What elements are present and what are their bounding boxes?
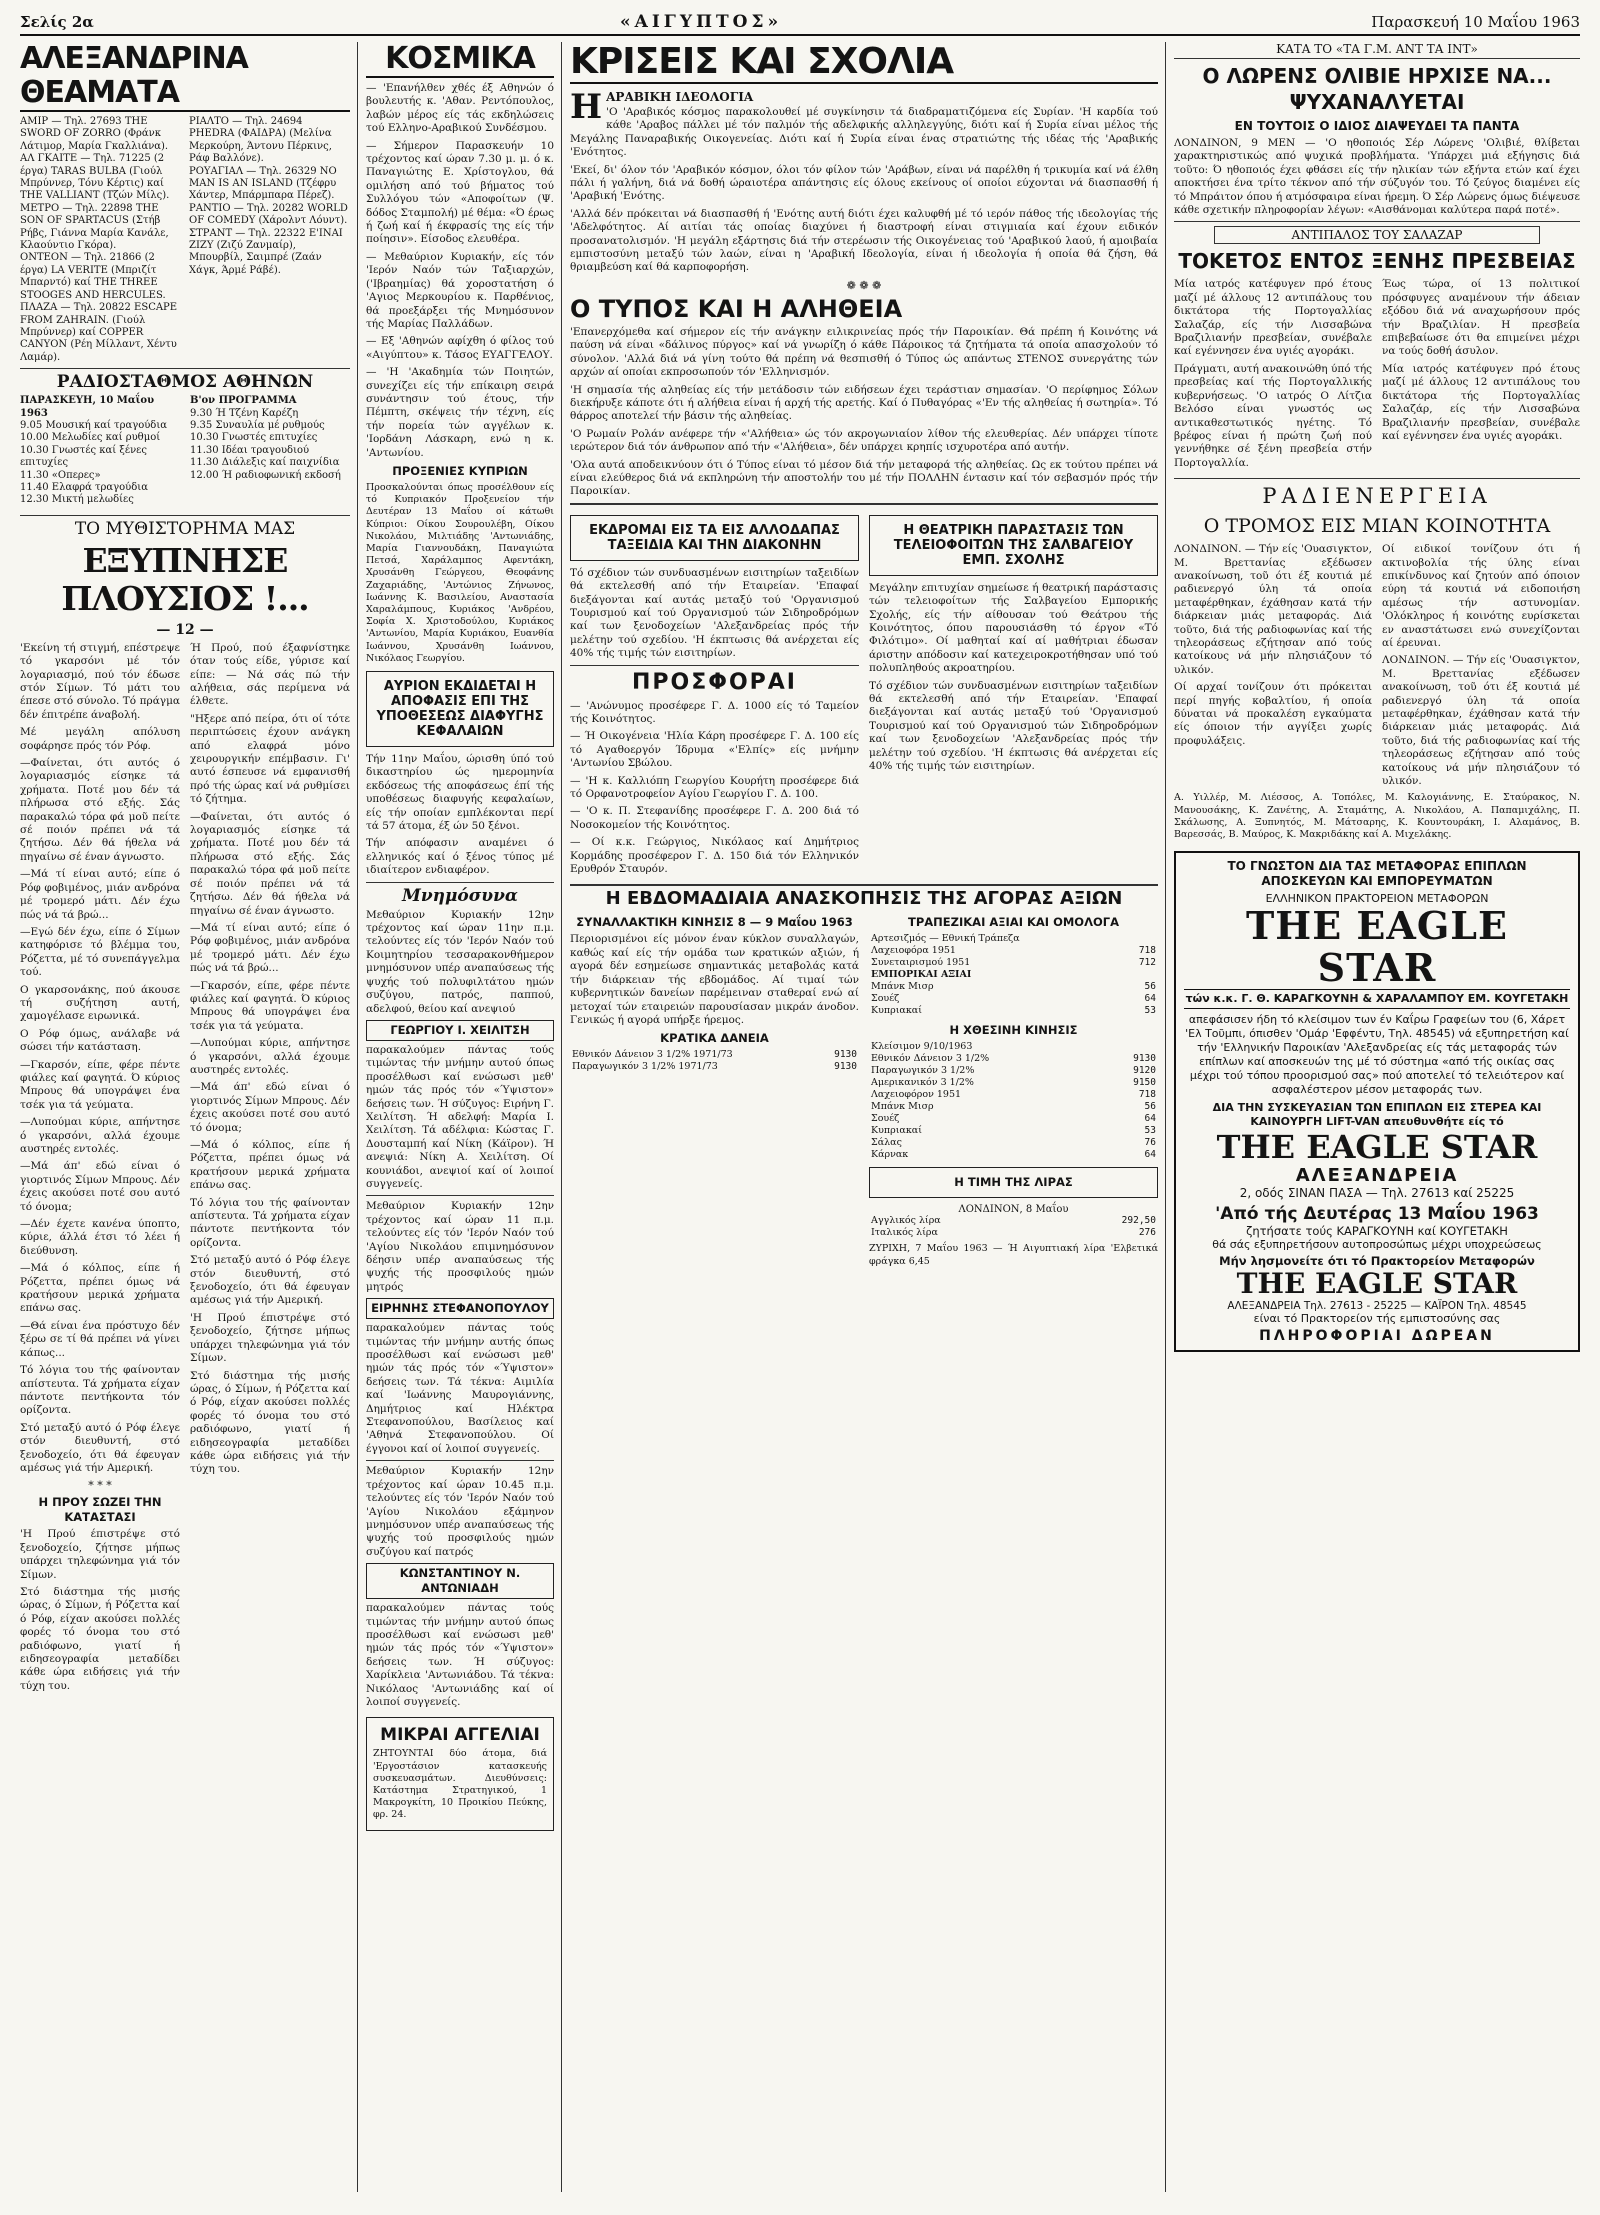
yesterday-heading: Η ΧΘΕΣΙΝΗ ΚΙΝΗΣΙΣ bbox=[949, 1023, 1078, 1038]
market-value: 9130 bbox=[834, 1049, 857, 1061]
theatres-heading: ΑΛΕΞΑΝΔΡΙΝΑ ΘΕΑΜΑΤΑ bbox=[20, 42, 350, 112]
ad-owners: τών κ.κ. Γ. Θ. ΚΑΡΑΓΚΟΥΝΗ & ΧΑΡΑΛΑΜΠΟΥ ΕΜ. ΚΟΥΓΕΤΑΚΗ bbox=[1184, 989, 1570, 1009]
theatre-entry: ΣΤΡΑΝΤ — Τηλ. 22322 Ε'ΙΝΑΙ ΖΙΖΥ (Ζιζύ Ζανμαίρ), Μπουρβίλ, Σαιμπρέ (Ζαάν Χάγκ, Άρμέ Ράβέ). bbox=[189, 227, 343, 276]
paper-name: «ΑΙΓΥΠΤΟΣ» bbox=[620, 12, 783, 32]
novel-installment: — 12 — bbox=[156, 621, 214, 638]
novel-paragraph: Ο Ρόφ όμως, ανάλαβε νά σώσει τήν κατάσταση. bbox=[20, 1027, 180, 1054]
radio-item: 10.30 Γνωστές καί ξένες επιτυχίες bbox=[20, 444, 147, 469]
novel-paragraph: —Μά ό κόλπος, είπε ή Ρόζεττα, πρέπει όμως νά κρατήσουν μερικά χρήματα επάνω σας. bbox=[190, 1139, 350, 1192]
column-social bbox=[366, 42, 554, 2192]
ad-brand-3: THE EAGLE STAR bbox=[1236, 1267, 1518, 1301]
novel-paragraph: Στό διάστημα τής μισής ώρας, ό Σίμων, ή Ρόζεττα καί ό Ρόφ, είχαν ακούσει πολλές φορές τό όνομα του στό ραδιόφωνο, γιατί ή ειδησεογραφία μεταδίδει κάθε ώρα ειδήσεις γιά τήν τύχη του. bbox=[20, 1585, 180, 1692]
offer-item: — Οί κ.κ. Γεώργιος, Νικόλαος καί Δημήτριος Κορμάδης προσέφερον Γ. Δ. 150 διά τόν Ελληνικόν Ερυθρόν Σταυρόν. bbox=[570, 836, 859, 876]
stock-value: 53 bbox=[1144, 1005, 1156, 1017]
arab-paragraph: 'Αλλά δέν πρόκειται νά διασπασθή ή 'Ενότης αυτή διότι έχει καλυφθή μέ τό ιερόν πάθος τής ιδεολογίας τής 'Αδελφότητος. Αί αιτίαι τάς οποίας διαχύνει ή διαστροφή είναι στιγμιαία καί έχουν ειδικόν προσανατολισμόν. 'Η μεγάλη εξάρτησις διά τήν στερέωσιν τής Οικογένειας τού 'Αραβικού λαού, ή αμοιβαία εμπιστοσύνη μεταξύ τών λαών, είναι η 'Αραβική Ιδεολογία, είναι ή ιδεολογία ή οποία θά ζήση, θά θριαμβεύση καί θά καρποφορήση. bbox=[570, 207, 1158, 274]
novel-paragraph: —Δέν έχετε κανένα ύποπτο, κύριε, άλλά έτσι τό λέει ή διεύθυνση. bbox=[20, 1218, 180, 1257]
excursion-text: Τό σχέδιον τών συνδυασμένων εισιτηρίων ταξειδίων θά εκτελεσθή από τήν Εταιρείαν. 'Επαφαί διεξάγονται καί αυτάς μεταξύ τού 'Οργανισμού Τουρισμού καί τού Οργανισμού τών Σιδηροδρόμων καί των ξενοδοχείων 'Αλεξανδρείας πρός τήν μελέτην τού σχεδίου. 'Η έκπτωσις θά ανέρχεται είς 40% τής τιμής τών εισιτηρίων. bbox=[570, 566, 859, 660]
yesterday-label: Παραγωγικόν 3 1/2% bbox=[871, 1065, 975, 1077]
social-item: — 'Η 'Ακαδημία τών Ποιητών, συνεχίζει είς τήν επίκαιρη σειρά συνάντησιν τού έτους, τήν Πέμπτη, σκέψεις τήν τέχνη, είς τήν πορεία τών αγγέλων κ. 'Ιορδάνη Λάσκαρη, ενώ η κ. 'Αντωνίου. bbox=[366, 366, 554, 459]
theatre-entry: ΟΝΤΕΟΝ — Τηλ. 21866 (2 έργα) LA VERITE (Μπριζίτ Μπαρντό) καί THE THREE STOOGES AND HERCULES. bbox=[20, 252, 166, 301]
ad-liftvan: ΔΙΑ ΤΗΝ ΣΥΣΚΕΥΑΣΙΑΝ ΤΩΝ ΕΠΙΠΛΩΝ ΕΙΣ ΣΤΕΡΕΑ ΚΑΙ ΚΑΙΝΟΥΡΓΗ LIFT-VAN απευθυνθήτε είς τό bbox=[1212, 1101, 1542, 1129]
yesterday-value: 56 bbox=[1144, 1101, 1156, 1113]
news-split bbox=[570, 509, 1158, 881]
market-heading: Η ΕΒΔΟΜΑΔΙΑΙΑ ΑΝΑΣΚΟΠΗΣΙΣ ΤΗΣ ΑΓΟΡΑΣ ΑΞΙΩΝ bbox=[605, 888, 1123, 910]
truth-paragraph: 'Ολα αυτά αποδεικνύουν ότι ό Τύπος είναι τό μέσον διά τήν μεταφορά τής αληθείας. Ως εκ τούτου πρέπει νά είναι ελεύθερος διά νά εκπληρώνη τήν αποστολήν του μέ τήν ΠΟΛΛΗΝ έντασιν καί τόν σεβασμόν πρός τήν Παροικίαν. bbox=[570, 458, 1158, 498]
pound-subheading: ΛΟΝΔΙΝΟΝ, 8 Μαΐου bbox=[958, 1204, 1069, 1216]
truth-heading: Ο ΤΥΠΟΣ ΚΑΙ Η ΑΛΗΘΕΙΑ bbox=[570, 294, 903, 323]
radio-item: 12.00 Ή ραδιοφωνική εκδοσή bbox=[190, 469, 341, 481]
excursion-heading: ΕΚΔΡΟΜΑΙ ΕΙΣ ΤΑ ΕΙΣ ΑΛΛΟΔΑΠΑΣ ΤΑΞΕΙΔΙΑ ΚΑΙ ΤΗΝ ΔΙΑΚΟΝΗΝ bbox=[589, 522, 840, 553]
yesterday-table bbox=[869, 1041, 1158, 1161]
offer-item: — 'Η κ. Καλλιόπη Γεωργίου Κουρήτη προσέφερε διά τό Ορφανοτροφείον Αγίου Γεωργίου Γ. Δ. 100. bbox=[570, 774, 859, 801]
yesterday-value: 64 bbox=[1144, 1149, 1156, 1161]
stock-label: Αρτεσιζμός — Εθνική Τράπεζα bbox=[871, 933, 1020, 945]
stock-value: 718 bbox=[1138, 945, 1156, 957]
column-entertainment bbox=[20, 42, 350, 2192]
ad-footer-address: ΑΛΕΞΑΝΔΡΕΙΑ Τηλ. 27613 - 25225 — ΚΑΪΡΟΝ Τηλ. 48545 bbox=[1227, 1300, 1527, 1313]
radio-heading: ΡΑΔΙΟΣΤΑΘΜΟΣ ΑΘΗΝΩΝ bbox=[56, 372, 314, 393]
stock-label: Συνεταιρισμού 1951 bbox=[871, 957, 971, 969]
novel-paragraph: —Λυπούμαι κύριε, απήντησε ό γκαρσόνι, αλλά έχουμε αυστηρές εντολές. bbox=[20, 1116, 180, 1155]
radiation-paragraph: ΛΟΝΔΙΝΟΝ. — Τήν είς 'Ουασιγκτον, Μ. Βρεττανίας εξέδωσεν ανακοίνωση, τοῦ ότι έξ κουτιά μέ ραδιενεργό ύλη τά οποία μεταφέρθηκαν, έχάθησαν κατά τήν διάρκειαν μιάς μεταφοράς. Διά τοῦτο, διά τής ραδιοφωνίας καί τής τηλεοράσεως εζήτησαν από τούς κατοίκους νά μήν πλησιάζουν τό υλικόν. bbox=[1174, 543, 1372, 676]
novel-paragraph: Στό μεταξύ αυτό ό Ρόφ έλεγε στόν διευθυντή, στό ξενοδοχείο, ότι θά έφευγαν αμέσως γιά τήν Αμερική. bbox=[20, 1421, 180, 1474]
salazar-kicker: ΑΝΤΙΠΑΛΟΣ ΤΟΥ ΣΑΛΑΖΑΡ bbox=[1214, 226, 1540, 244]
memorial-name: ΕΙΡΗΝΗΣ ΣΤΕΦΑΝΟΠΟΥΛΟΥ bbox=[366, 1298, 554, 1319]
ad-date: 'Από τής Δευτέρας 13 Μαΐου 1963 bbox=[1215, 1204, 1539, 1225]
court-text: Τήν απόφασιν αναμένει ό ελληνικός καί ό ξένος τύπος μέ ιδιαίτερον ενδιαφέρον. bbox=[366, 837, 554, 877]
stock-value bbox=[1123, 933, 1158, 945]
theatre-entry: ΡΙΑΛΤΟ — Τηλ. 24694 PHEDRA (ΦΑΙΔΡΑ) (Μελίνα Μερκούρη, Άντονυ Πέρκινς, Ράφ Βαλλόνε). bbox=[189, 116, 332, 165]
stock-value: 712 bbox=[1138, 957, 1156, 969]
eagle-star-ad bbox=[1174, 851, 1580, 1352]
proxenies-text: Προσκαλούνται όπως προσέλθουν είς τό Κυπριακόν Προξενείον τήν Δευτέραν 13 Μαΐου οί κάτωθι Κύπριοι: Οίκου Σουρουλέβη, Οίκου Νικολάου, Μιλτιάδης 'Αντωνιάδης, Μαρία Γιαννουδάκη, Παναγιώτα Πετσά, Χαράλαμπος Αφεντάκη, Χρυσάνθη Γεώργεου, Θεοφάνης Ζαχαριάδης, 'Αντώνιος Ζήνωνος, Ιωάννης Κ. Βασιλείου, Αναστασία Χαραλάμπους, Κυριάκος 'Ανδρέου, Σοφία Χ. Χριστοδούλου, Κυριάκος 'Αντωνίου, Μαρία Κυριάκου, Ευανθία Ιωάννου, Χρυσάνθη Ιωάννου, Νικόλαος Γεωργίου. bbox=[366, 481, 554, 664]
ad-ask: ζητήσατε τούς ΚΑΡΑΓΚΟΥΝΗ καί ΚΟΥΓΕΤΑΚΗ bbox=[1246, 1224, 1508, 1239]
yesterday-label: Μπάνκ Μισρ bbox=[871, 1101, 934, 1113]
novel-heading: ΤΟ ΜΥΘΙΣΤΟΡΗΜΑ ΜΑΣ bbox=[74, 518, 296, 539]
social-item: — Εξ 'Αθηνών αφίχθη ό φίλος τού «Αιγύπτου» κ. Τάσος ΕΥΑΓΓΕΛΟΥ. bbox=[366, 335, 554, 361]
salazar-paragraph: Πράγματι, αυτή ανακοινώθη ύπό τής πρεσβείας καί τής Πορτογαλλικής κυβερνήσεως. 'Ο ιατρός Ο Λίτζια Βελόσο είναι γνωστός ως αντικαθεστωτικός ηγέτης. Τό βρέφος είναι ή πρώτη ζωή πού γεννήθηκε σέ ξένη πρεσβεία στήν Πορτογαλλία. bbox=[1174, 362, 1372, 469]
yesterday-value: 9120 bbox=[1133, 1065, 1156, 1077]
ad-footer-line: είναι τό Πρακτορείον τής εμπιστοσύνης σας bbox=[1253, 1312, 1501, 1326]
novel-paragraph: —Γκαρσόν, είπε, φέρε πέντε φιάλες καί φαγητά. Ό κύριος Μπρους θά υπογράψει ένα τσέκ για τά γεύματα. bbox=[20, 1058, 180, 1111]
radio-item: 12.30 Μικτή μελωδίες bbox=[20, 494, 134, 506]
stock-value: 56 bbox=[1144, 981, 1156, 993]
radio-item: 11.30 Διάλεξις καί παιχνίδια bbox=[190, 457, 340, 469]
novel-subheading: Η ΠΡΟΥ ΣΩΖΕΙ ΤΗΝ ΚΑΤΑΣΤΑΣΙ bbox=[38, 1495, 162, 1525]
stock-label: Μπάνκ Μισρ bbox=[871, 981, 934, 993]
yesterday-label: Αμερικανικόν 3 1/2% bbox=[871, 1077, 974, 1089]
novel-paragraph: "Ηξερε από πείρα, ότι οί τότε περιπτώσεις έχουν ανάγκη από ελαφρά μόνο χειρουργικήν επέμβασιν. Γι' αυτό έσπευσε νά εμφανισθή πρό τής ώρας καί νά ρυθμίσει τό ζήτημα. bbox=[190, 712, 350, 806]
ad-ask-2: θά σάς εξυπηρετήσουν αυτοπροσώπως μέχρι υποχρεώσεως bbox=[1212, 1238, 1542, 1252]
market-text: Περιορισμένοι είς μόνον έναν κύκλον συναλλαγών, καθώς καί είς τήν ομάδα των κρατικών αξιών, ή αγορά δέν εσημείωσε σημαντικάς μεταβολάς κατά τήν διάρκειαν τής εβδομάδος. Αί τιμαί τών κυβερνητικών δανείων παρέμειναν σταθεραί ενώ αί μετοχαί τών εταιρειών παρουσίασαν μικράν άνοδον. Γενικώς ή αγορά υπήρξε ήρεμος. bbox=[570, 933, 859, 1026]
truth-paragraph: 'Ο Ρωμαίν Ρολάν ανέφερε τήν «'Αλήθεια» ώς τόν ακρογωνιαίον λίθον τής ελευθερίας. Δέν υπάρχει τίποτε ιερώτερον διά τόν άνθρωπον από τήν «'Αλήθεια», δέν υπάρχει κρηπίς ισχυροτέρα από αυτήν. bbox=[570, 427, 1158, 454]
pound-value: 292,50 bbox=[1121, 1215, 1156, 1227]
radio-item: 9.35 Συναυλία μέ ρυθμούς bbox=[190, 419, 325, 431]
radiation-paragraph: Οί ειδικοί τονίζουν ότι ή ακτινοβολία τής ύλης είναι επικίνδυνος καί ζητούν από όποιον εύρη τά κουτιά νά ειδοποιήση αμέσως τήν αστυνομίαν. 'Ολόκληρος ή κοινότης ευρίσκεται εν αναστάτωσει ενώ συνεχίζονται αί έρευναι. bbox=[1382, 543, 1580, 649]
novel-paragraph: —Μά ό κόλπος, είπε ή Ρόζεττα, πρέπει όμως νά κρατήσουν μερικά χρήματα επάνω σας. bbox=[20, 1262, 180, 1315]
salazar-paragraph: Μία ιατρός κατέφυγεν πρό έτους μαζί μέ άλλους 12 αντιπάλους του δικτάτορα τής Πορτογαλλίας Σαλαζάρ, είς τήν Λισσαβώνα Βραζιλιανήν πρεσβείαν, συνέβαλε καί εγέννησεν ένα υγιές αγοράκι. bbox=[1382, 362, 1580, 442]
theatres-listing bbox=[20, 116, 350, 364]
novel-paragraph: Στό μεταξύ αυτό ό Ρόφ έλεγε στόν διευθυντή, στό ξενοδοχείο, ότι θά έφευγαν αμέσως γιά τήν Αμερική. bbox=[190, 1254, 350, 1307]
market-label: Παραγωγικόν 3 1/2% 1971/73 bbox=[572, 1061, 718, 1073]
yesterday-value: 76 bbox=[1144, 1137, 1156, 1149]
radiation-subheading: Ο ΤΡΟΜΟΣ ΕΙΣ ΜΙΑΝ ΚΟΙΝΟΤΗΤΑ bbox=[1203, 515, 1551, 538]
radio-item: 10.00 Μελωδίες καί ρυθμοί bbox=[20, 432, 161, 444]
memorial-name: ΓΕΩΡΓΙΟΥ Ι. ΧΕΙΛΙΤΣΗ bbox=[366, 1020, 554, 1041]
market-value: 9130 bbox=[834, 1061, 857, 1073]
yesterday-label: Εθνικόν Δάνειον 3 1/2% bbox=[871, 1053, 990, 1065]
memorial-body: παρακαλούμεν πάντας τούς τιμώντας τήν μνήμην αυτού όπως προσέλθωσι καί ενώσωσι μεθ' ημών τάς πρός τόν «Ύψιστον» δεήσεις των. Ή σύζυγος: Ειρήνη Γ. Χειλίτση. Ή αδελφή: Μαρία Ι. Χειλίτση. Τά αδέλφια: Κώστας Γ. Δουσταμπή καί Νίκη (Κάϊρον). Ή ανεψιά: Νίκη Α. Χειλίτση. Οί κουνιάδοι, ανεψιοί καί οί λοιποί συγγενείς. bbox=[366, 1043, 554, 1190]
novel-paragraph: Μέ μεγάλη απόλυση σοφάρησε πρός τόν Ρόφ. bbox=[20, 726, 180, 752]
court-heading: ΑΥΡΙΟΝ ΕΚΔΙΔΕΤΑΙ Η ΑΠΟΦΑΣΙΣ ΕΠΙ ΤΗΣ ΥΠΟΘΕΣΕΩΣ ΔΙΑΦΥΓΗΣ ΚΕΦΑΛΑΙΩΝ bbox=[376, 679, 544, 740]
olivier-subheading: ΕΝ ΤΟΥΤΟΙΣ Ο ΙΔΙΟΣ ΔΙΑΨΕΥΔΕΙ ΤΑ ΠΑΝΤΑ bbox=[1234, 119, 1520, 133]
column-world-news bbox=[1174, 42, 1580, 2192]
salazar-paragraph: Μία ιατρός κατέφυγεν πρό έτους μαζί μέ άλλους 12 αντιπάλους του δικτάτορα τής Πορτογαλλίας Σαλαζάρ, είς τήν Λισσαβώνα Βραζιλιανήν πρεσβείαν, συνέβαλε καί εγέννησεν ένα υγιές αγοράκι. bbox=[1174, 278, 1372, 358]
pound-heading: Η ΤΙΜΗ ΤΗΣ ΛΙΡΑΣ bbox=[954, 1175, 1073, 1190]
novel-paragraph: —Μά τί είναι αυτό; είπε ό Ρόφ φοβιμένος, μιάν ανδρόνα μέ τρομερό μάτι. Δέν έχω πώς νά τά βρώ... bbox=[190, 921, 350, 975]
ad-footer-info: ΠΛΗΡΟΦΟΡΙΑΙ ΔΩΡΕΑΝ bbox=[1259, 1328, 1495, 1345]
novel-paragraph: —Φαίνεται, ότι αυτός ό λογαριασμός είσηκε τά χρήματα. Ποτέ μου δέν τά πλήρωσα στό εξής. Σάς παρακαλώ τόρα φά μοῦ πείτε σέ ποιόν πρέπει νά τά ζητήσω. Δέν θά ήθελα νά πηγαίνω σέ έναν άγνωστο. bbox=[190, 810, 350, 917]
salazar-body bbox=[1174, 278, 1580, 474]
ad-intro: ΤΟ ΓΝΩΣΤΟΝ ΔΙΑ ΤΑΣ ΜΕΤΑΦΟΡΑΣ ΕΠΙΠΛΩΝ ΑΠΟΣΚΕΥΩΝ ΚΑΙ ΕΜΠΟΡΕΥΜΑΤΩΝ bbox=[1227, 859, 1527, 889]
radio-item: 10.30 Γνωστές επιτυχίες bbox=[190, 432, 318, 444]
memorial-intro: Μεθαύριον Κυριακήν 12ην τρέχοντος καί ώραν 10.45 π.μ. τελούντες είς τόν 'Ιερόν Ναόν τού 'Αγίου Νικολάου εξάμηνον μνημόσυνον υπέρ αναπαύσεως τής ψυχής τού προσφιλούς ημών συζύγου καί πατρός bbox=[366, 1465, 554, 1558]
commentary-heading: ΚΡΙΣΕΙΣ ΚΑΙ ΣΧΟΛΙΑ bbox=[570, 42, 1158, 84]
ad-warning: Μήν λησμονείτε ότι τό Πρακτορείον Μεταφορών bbox=[1219, 1254, 1535, 1269]
radiation-paragraph: Οί αρχαί τονίζουν ότι πρόκειται περί πηγής κοβαλτίου, ή οποία δύναται νά προκαλέση εγκαύματα είς όποιον τήν αγγίξει χωρίς προφυλάξεις. bbox=[1174, 681, 1372, 747]
stock-label: ΕΜΠΟΡΙΚΑΙ ΑΞΙΑΙ bbox=[871, 969, 972, 981]
offers-heading: ΠΡΟΣΦΟΡΑΙ bbox=[631, 669, 797, 695]
radio-item: 9.05 Μουσική καί τραγούδια bbox=[20, 419, 167, 431]
truth-paragraph: 'Επανερχόμεθα καί σήμερον είς τήν ανάγκην ειλικρινείας πρός τήν Παροικίαν. Θά πρέπη ή Κοινότης νά παύση νά είναι «δάλινος πύργος» καί νά γνωρίζη ό κάθε Πάροικος τά ζητήματα τά οποία απασχολούν τό σύνολον. 'Αλλά διά νά γίνη τούτο θά πρέπη νά θεσπισθή ό Τύπος ώς απάντως ΣΤΕΝΟΣ συνεργάτης τών αρχών αί οποίαι εκπροσωπούν τόν 'Ελληνισμόν. bbox=[570, 325, 1158, 379]
memorial-heading: Μνημόσυνα bbox=[402, 885, 518, 906]
radio-item: 9.30 Ή Τζένη Καρέζη bbox=[190, 407, 299, 419]
stock-label: Σουέζ bbox=[871, 993, 900, 1005]
theatre-box bbox=[869, 515, 1158, 576]
novel-paragraph: —Μά τί είναι αυτό; είπε ό Ρόφ φοβιμένος, μιάν ανδρόνα μέ τρομερό μάτι. Δέν έχω πώς νά τά βρώ... bbox=[20, 868, 180, 921]
arab-subheading: ΑΡΑΒΙΚΗ ΙΔΕΟΛΟΓΙΑ bbox=[606, 90, 754, 104]
radio-date: ΠΑΡΑΣΚΕΥΗ, 10 Μαΐου 1963 bbox=[20, 395, 155, 419]
classifieds-box bbox=[366, 1717, 554, 1830]
novel-paragraph: —Εγώ δέν έχω, είπε ό Σίμων κατηφόρισε τό βλέμμα του, Ρόζεττα, μέ τό συνεπάγγελμα τού. bbox=[20, 925, 180, 979]
yesterday-value: 64 bbox=[1144, 1113, 1156, 1125]
novel-paragraph: —Θά είναι ένα πρόστυχο δέν ξέρω σε τί θά πρέπει νά γίνει κάπως... bbox=[20, 1319, 180, 1359]
arab-paragraph: 'Ο 'Αραβικός κόσμος παρακολουθεί μέ συγκίνησιν τά διαδραματιζόμενα είς Συρίαν. 'Η καρδία τού κάθε 'Αραβος πάλλει μέ τόν παλμόν τής αδελφικής αλληλεγγύης, διότι καί ή Συρία είναι μέλος τής Μεγάλης Παναραβικής Οικογενείας. Διότι καί ή Συρία είναι ένας στρατιώτης τής ιδέας τής 'Αραβικής 'Ενότητος. bbox=[570, 106, 1158, 159]
theatre-entry: ΜΕΤΡΟ — Τηλ. 22898 THE SON OF SPARTACUS (Στήβ Ρήβς, Γιάννα Μαρία Κανάλε, Κλαούντιο Γκόρα). bbox=[20, 202, 169, 252]
truth-paragraph: 'Η σημασία τής αληθείας είς τήν μετάδοσιν τών ειδήσεων έχει τεράστιαν σημασίαν. 'Ο περίφημος Σόλων διεκήρυξε κάποτε ότι ή αλήθεια είναι ή αρχή τής αρετής. Καί ό Πυθαγόρας «'Εν τής αληθείας ή σωτηρία». Τό θάρρος αποτελεί τήν βάσιν τής αληθείας. bbox=[570, 383, 1158, 423]
novel-paragraph: 'Η Πρού έπιστρέψε στό ξενοδοχείο, ζήτησε μήπως υπάρχει τηλεφώνημα γιά τόν Σίμων. bbox=[190, 1311, 350, 1365]
theatre-entry: ΡΟΥΑΓΙΑΛ — Τηλ. 26329 NO MAN IS AN ISLAND (Τζέφρυ Χάντερ, Μπάρμπαρα Πέρεζ). bbox=[189, 165, 337, 202]
radio-item: 11.30 «Οπερες» bbox=[20, 469, 101, 481]
novel-paragraph: 'Η Πρού έπιστρέψε στό ξενοδοχείο, ζήτησε μήπως υπάρχει τηλεφώνημα γιά τόν Σίμων. bbox=[20, 1528, 180, 1581]
yesterday-value: 718 bbox=[1138, 1089, 1156, 1101]
offer-item: — Ή Οικογένεια 'Ηλία Κάρη προσέφερε Γ. Δ. 100 είς τό Αγαθοεργόν Ίδρυμα «'Ελπίς» είς μνήμην 'Αντωνίου Σβώλου. bbox=[570, 730, 859, 770]
ad-city: ΑΛΕΞΑΝΔΡΕΙΑ bbox=[1295, 1165, 1459, 1187]
yesterday-label: Λαχειοφόρον 1951 bbox=[871, 1089, 962, 1101]
market-section bbox=[570, 912, 1158, 1271]
yesterday-label: Κυπριακαί bbox=[871, 1125, 922, 1137]
memorial-body: παρακαλούμεν πάντας τούς τιμώντας τήν μνήμην αυτής όπως προσέλθωσι καί ενώσωσι μεθ' ημών τάς πρός τόν «Ύψιστον» δεήσεις των. Τά τέκνα: Αιμιλία καί 'Ιωάννης Μαυρογιάννης, Δημήτριος καί Ηλέκτρα Στεφανοπούλου, Βασίλειος καί 'Αθηνά Στεφανοπούλου. Οί έγγονοι καί οί λοιποί συγγενείς. bbox=[366, 1322, 554, 1455]
excursion-box bbox=[570, 515, 859, 561]
radiation-heading: ΡΑΔΙΕΝΕΡΓΕΙΑ bbox=[1262, 484, 1492, 509]
market-label: Εθνικόν Δάνειον 3 1/2% 1971/73 bbox=[572, 1049, 733, 1061]
memorial-intro: Μεθαύριον Κυριακήν 12ην τρέχοντος καί ώραν 11 π.μ. τελούντες είς τόν 'Ιερόν Ναόν τού 'Αγίου Νικολάου επιμνημόσυνον δέησιν υπέρ αναπαύσεως τής ψυχής τής προσφιλούς ημών μητρός bbox=[366, 1200, 554, 1293]
court-text: Τήν 11ην Μαΐου, ώρισθη ύπό τού δικαστηρίου ώς ημερομηνία εκδόσεως τής αποφάσεως έπί τής υποθέσεως διαφυγής κεφαλαίων, είς τήν οποίαν εμπλέκονται περί τά 57 άτομα, έξ ών 50 ξένοι. bbox=[366, 753, 554, 833]
yesterday-value: 53 bbox=[1144, 1125, 1156, 1137]
offer-item: — 'Ο κ. Π. Στεφανίδης προσέφερε Γ. Δ. 200 διά τό Νοσοκομείον τής Κοινότητος. bbox=[570, 805, 859, 831]
theatre-text: Τό σχέδιον τών συνδυασμένων εισιτηρίων ταξειδίων θά εκτελεσθή από τήν Εταιρείαν. 'Επαφαί διεξάγονται καί αυτάς μεταξύ τού 'Οργανισμού Τουρισμού καί τού Οργανισμού τών Σιδηροδρόμων καί των ξενοδοχείων 'Αλεξανδρείας πρός τήν μελέτην τού σχεδίου. 'Η έκπτωσις θά ανέρχεται είς 40% τής τιμής τών εισιτηρίων. bbox=[869, 679, 1158, 773]
olivier-heading: Ο ΛΩΡΕΝΣ ΟΛΙΒΙΕ ΗΡΧΙΣΕ ΝΑ... ΨΥΧΑΝΑΛΥΕΤΑΙ bbox=[1202, 64, 1552, 114]
bank-stocks-heading: ΤΡΑΠΕΖΙΚΑΙ ΑΞΙΑΙ ΚΑΙ ΟΜΟΛΟΓΑ bbox=[908, 915, 1119, 930]
classified-ad: ΖΗΤΟΥΝΤΑΙ δύο άτομα, διά 'Εργοστάσιον κατασκευής συσκευασμάτων. Διευθύνσεις: Κατάστημα Στρατηγικού, 1 Μακρογκίτη, 10 Προικίου Πεύκης, φρ. 24. bbox=[373, 1748, 547, 1821]
yesterday-label: Κλείσιμον 9/10/1963 bbox=[871, 1041, 973, 1053]
yesterday-label: Σάλας bbox=[871, 1137, 902, 1149]
novel-paragraph: —Μά άπ' εδώ είναι ό γιορτινός Σίμων Μπρους. Δέν έχεις ακούσει ποτέ σου αυτό τό όνομα; bbox=[190, 1081, 350, 1134]
theatre-entry: ΑΜΙΡ — Τηλ. 27693 THE SWORD OF ZORRO (Φράνκ Λάτιμορ, Μαρία Γκαλλιάνα). bbox=[20, 116, 169, 152]
column-rule bbox=[561, 42, 562, 2192]
novel-paragraph: —Μά άπ' εδώ είναι ό γιορτινός Σίμων Μπρους. Δέν έχεις ακούσει ποτέ σου αυτό τό όνομα; bbox=[20, 1160, 180, 1213]
arab-paragraph: 'Εκεί, δι' όλον τόν 'Αραβικόν κόσμον, όλοι τόν φίλον τών 'Αράβων, είναι νά παρέλθη ή τρικυμία καί νά έλθη πάλι ή γαλήνη, διά νά δοθή ώραιοτέρα απάντησις είς όλους εκείνους οί οποίοι εύχονται νά διασπασθή ή 'Αραβική 'Ενότης. bbox=[570, 163, 1158, 203]
yesterday-value bbox=[1106, 1041, 1158, 1053]
market-table bbox=[570, 1049, 859, 1073]
masthead bbox=[20, 10, 1580, 36]
novel-paragraph: —Γκαρσόν, είπε, φέρε πέντε φιάλες καί φαγητά. Ό κύριος Μπρους θά υπογράψει ένα τσέκ για τά γεύματα. bbox=[190, 979, 350, 1032]
novel-paragraph: Τό λόγια του τής φαίνονταν απίστευτα. Τά χρήματα είχαν πάντοτε πεντήκοντα τόν ορίζοντα. bbox=[20, 1364, 180, 1417]
pound-table bbox=[869, 1215, 1158, 1239]
theatre-text: Μεγάλην επιτυχίαν σημείωσε ή θεατρική παράστασις τών τελειοφοίτων τής Σαλβαγείου Εμπορικής Σχολής, είς τήν αίθουσαν τού Θεάτρου τής Κοινότητος, όπου παρουσιάσθη τό έργον «Τό Φιλότιμο». Οί μαθηταί καί αί μαθήτριαι έδωσαν άριστην απόδοσιν καί κατεχειροκροτήθησαν υπό τού πολυπληθούς ακροατηρίου. bbox=[869, 581, 1158, 675]
offer-item: — 'Ανώνυμος προσέφερε Γ. Δ. 1000 είς τό Ταμείον τής Κοινότητος. bbox=[570, 699, 859, 725]
proxenies-heading: ΠΡΟΞΕΝΙΕΣ ΚΥΠΡΙΩΝ bbox=[392, 463, 528, 478]
theatre-heading: Η ΘΕΑΤΡΙΚΗ ΠΑΡΑΣΤΑΣΙΣ ΤΩΝ ΤΕΛΕΙΟΦΟΙΤΩΝ ΤΗΣ ΣΑΛΒΑΓΕΙΟΥ ΕΜΠ. ΣΧΟΛΗΣ bbox=[893, 522, 1134, 568]
stock-label: Κυπριακαί bbox=[871, 1005, 922, 1017]
novel-paragraph: Ή Πρού, πού έξαφνίστηκε όταν τούς είδε, γύρισε καί είπε: — Νά σάς πώ τήν αλήθεια, σάς περίμενα νά έλθετε. bbox=[190, 641, 350, 708]
pound-value: 276 bbox=[1138, 1227, 1156, 1239]
stock-value bbox=[1123, 969, 1158, 981]
yesterday-value: 9150 bbox=[1133, 1077, 1156, 1089]
novel-paragraph: Στό διάστημα τής μισής ώρας, ό Σίμων, ή Ρόζεττα καί ό Ρόφ, είχαν ακούσει πολλές φορές τό όνομα του στό ραδιόφωνο, γιατί ή ειδησεογραφία μεταδίδει κάθε ώρα ειδήσεις γιά τήν τύχη του. bbox=[190, 1369, 350, 1476]
pound-label: Ιταλικός λίρα bbox=[871, 1227, 938, 1239]
memorial-name: ΚΩΝΣΤΑΝΤΙΝΟΥ Ν. ΑΝΤΩΝΙΑΔΗ bbox=[366, 1563, 554, 1599]
theatre-entry: ΡΑΝΤΙΟ — Τηλ. 20282 WORLD OF COMEDY (Χάρολντ Λόυντ). bbox=[189, 202, 348, 227]
column-rule bbox=[1165, 42, 1166, 2192]
memorial-intro: Μεθαύριον Κυριακήν 12ην τρέχοντος καί ώραν 11ην π.μ. τελούντες είς τόν 'Ιερόν Ναόν τού Κοιμητηρίου τεσσαρακονθήμερον μνημόσυνον υπέρ αναπαύσεως τής ψυχής τού πολυφιλτάτου ημών συζύγου, πατρός, παππού, αδελφού, θείου καί ανεψιού bbox=[366, 908, 554, 1015]
social-item: — Μεθαύριον Κυριακήν, είς τόν 'Ιερόν Ναόν τών Ταξιαρχών, ('Ιβραημίας) θά χοροστατήση ό 'Αγιος Μερκουρίου κ. Παρθένιος, θά προεξάρξει τής Μνημόσυνον τής Μαρίας Παλλάδων. bbox=[366, 250, 554, 330]
memorial-body: παρακαλούμεν πάντας τούς τιμώντας τήν μνήμην αυτού όπως προσέλθωσι καί ενώσωσι μεθ' ημών τάς πρός τόν «Ύψιστον» δεήσεις των. Ή σύζυγος: Χαρίκλεια 'Αντωνιάδου. Τά τέκνα: Νικόλαος 'Αντωνιάδης καί οί λοιποί συγγενείς. bbox=[366, 1602, 554, 1708]
stock-label: Λαχειοφόρα 1951 bbox=[871, 945, 956, 957]
novel-paragraph: 'Εκείνη τή στιγμή, επέστρεψε τό γκαρσόνι μέ τόν λογαριασμό, πού τόν έδωσε στόν Σίμων. Τό μάτι του έπεσε στό σύνολο. Τό πράγμα δέν έπιτρέπε άναβολή. bbox=[20, 641, 180, 721]
social-heading: ΚΟΣΜΙΚΑ bbox=[366, 42, 554, 78]
salazar-paragraph: Έως τώρα, οί 13 πολιτικοί πρόσφυγες αναμένουν τήν άδειαν εξόδου διά νά αναχωρήσουν πρός τήν Βραζιλίαν. Η πρεσβεία επιβεβαίωσε ότι θα επιμείνει μέχρι να τούς δοθή άσυλον. bbox=[1382, 278, 1580, 358]
pound-label: Αγγλικός λίρα bbox=[871, 1215, 941, 1227]
novel-body: 'Εκείνη τή στιγμή, επέστρεψε τό γκαρσόνι μέ τόν λογαριασμό, πού τόν έδωσε στόν Σίμων. Τό μάτι του έπεσε στό σύνολο. Τό πράγμα δέν έπιτρέπε άναβολή. Μέ μεγάλη απόλυση σοφάρησε πρός τόν Ρόφ. —Φαίνεται, ότι αυτός ό λογαριασμός είσηκε τά χρήματα. Ποτέ μου δέν τά πλήρωσα στό εξής. Σάς παρακαλώ τόρα φά μοῦ πείτε σέ ποιόν πρέπει νά τά ζητήσω. Δέν θά ήθελα νά πηγαίνω σέ έναν άγνωστο. —Μά τί είναι αυτό; είπε ό Ρόφ φοβιμένος, μιάν ανδρόνα μέ τρομερό μάτι. Δέν έχω πώς νά τά βρώ... —Εγώ δέν έχω, είπε ό Σίμων κατηφόρισε τό βλέμμα του, Ρόζεττα, μέ τό συνεπάγγελμα τού. Ο γκαρσονάκης, πού άκουσε τή συζήτηση αυτή, χαμογέλασε ειρωνικά. Ο Ρόφ όμως, ανάλαβε νά σώσει τήν κατάσταση. —Γκαρσόν, είπε, φέρε πέντε φιάλες καί φαγητά. Ό κύριος Μπρους θά υπογράψει ένα τσέκ για τά γεύματα. —Λυπούμαι κύριε, απήντησε ό γκαρσόνι, αλλά έχουμε αυστηρές εντολές. —Μά άπ' εδώ είναι ό γιορτινός Σίμων Μπρους. Δέν έχεις ακούσει ποτέ σου αυτό τό όνομα; —Δέν έχετε κανένα ύποπτο, κύριε, άλλά έτσι τό λέει ή διεύθυνση. —Μά ό κόλπος, είπε ή Ρόζεττα, πρέπει όμως νά κρατήσουν μερικά χρήματα επάνω σας. —Θά είναι ένα πρόστυχο δέν ξέρω σε τί θά πρέπει νά γίνει κάπως... Τό λόγια του τής φαίνονταν απίστευτα. Τά χρήματα είχαν πάντοτε πεντήκοντα τόν ορίζοντα. Στό μεταξύ αυτό ό Ρόφ έλεγε στόν διευθυντή, στό ξενοδοχείο, ότι θά έφευγαν αμέσως γιά τήν Αμερική. * * * Η ΠΡΟΥ ΣΩΖΕΙ ΤΗΝ ΚΑΤΑΣΤΑΣΙ 'Η Πρού έπιστρέψε στό ξενοδοχείο, ζήτησε μήπως υπάρχει τηλεφώνημα γιά τόν Σίμων. Στό διάστημα τής μισής ώρας, ό Σίμων, ή Ρόζεττα καί ό Ρόφ, είχαν ακούσει πολλές φορές τό όνομα του στό ραδιόφωνο, γιατί ή ειδησεογραφία μεταδίδει κάθε ώρα ειδήσεις γιά τήν τύχη του. Ή Πρού, πού έξαφνίστηκε όταν τούς είδε, γύρισε καί είπε: — Νά σάς πώ τήν αλήθεια, σάς περίμενα νά έλθετε. "Ηξερε από πείρα, ότι οί τότε περιπτώσεις έχουν ανάγκη από ελαφρά μόνο χειρουργικήν επέμβασιν. Γι' αυτό έσπευσε νά εμφανισθή πρό τής ώρας καί νά ρυθμίσει τό ζήτημα. —Φαίνεται, ότι αυτός ό λογαριασμός είσηκε τά χρήματα. Ποτέ μου δέν τά πλήρωσα στό εξής. Σάς παρακαλώ τόρα φά μοῦ πείτε σέ ποιόν πρέπει νά τά ζητήσω. Δέν θά ήθελα νά πηγαίνω σέ έναν άγνωστο. —Μά τί είναι αυτό; είπε ό Ρόφ φοβιμένος, μιάν ανδρόνα μέ τρομερό μάτι. Δέν έχω πώς νά τά βρώ... —Γκαρσόν, είπε, φέρε πέντε φιάλες καί φαγητά. Ό κύριος Μπρους θά υπογράψει ένα τσέκ για τά γεύματα. —Λυπούμαι κύριε, απήντησε ό γκαρσόνι, αλλά έχουμε αυστηρές εντολές. —Μά άπ' εδώ είναι ό γιορτινός Σίμων Μπρους. Δέν έχεις ακούσει ποτέ σου αυτό τό όνομα; —Μά ό κόλπος, είπε ή Ρόζεττα, πρέπει όμως νά κρατήσουν μερικά χρήματα επάνω σας. Τό λόγια του τής φαίνονταν απίστευτα. Τά χρήματα είχαν πάντοτε πεντήκοντα τόν ορίζοντα. Στό μεταξύ αυτό ό Ρόφ έλεγε στόν διευθυντή, στό ξενοδοχείο, ότι θά έφευγαν αμέσως γιά τήν Αμερική. 'Η Πρού έπιστρέψε στό ξενοδοχείο, ζήτησε μήπως υπάρχει τηλεφώνημα γιά τόν Σίμων. Στό διάστημα τής μισής ώρας, ό Σίμων, ή Ρόζεττα καί ό Ρόφ, είχαν ακούσει πολλές φορές τό όνομα του στό ραδιόφωνο, γιατί ή ειδησεογραφία μεταδίδει κάθε ώρα ειδήσεις γιά τήν τύχη του. bbox=[20, 641, 350, 1692]
social-item: — Σήμερον Παρασκευήν 10 τρέχοντος καί ώραν 7.30 μ. μ. ό κ. Παναγιώτης Ε. Χρίστογλου, θά ομιλήση από τού βήματος τού Συλλόγου τών «Αποφοίτων (Ψ. δόδος Σταμπολή) μέ θέμα: «Ό έρως ή ζωή καί ή έκφρασίς της είς τήν ποίησιν». Είσοδος ελευθέρα. bbox=[366, 139, 554, 246]
yesterday-label: Σουέζ bbox=[871, 1113, 900, 1125]
ad-body: απεφάσισεν ήδη τό κλείσιμον των έν Καΐρω Γραφείων του (6, Χάρετ 'Ελ Τοῦμπι, όπισθεν 'Ομάρ 'Εφφέντυ, Τηλ. 48545) νά εξυπηρετήση καί τήν 'Ελληνικήν Παροικίαν 'Αλεξανδρείας είς τάς μεταφοράς τών επίπλων καί αποσκευών της μέ τό σύστημα «από τής οικίας σας μέχρι τού τόπου προορισμού σας» πού αποτελεί τό τελειότερον καί ασφαλέστερον μέσον μεταφοράς των. bbox=[1185, 1013, 1569, 1097]
pound-footer: ΖΥΡΙΧΗ, 7 Μαΐου 1963 — Ή Αιγυπτιακή λίρα 'Ελβετικά φράγκα 6,45 bbox=[869, 1243, 1158, 1267]
novel-title: ΕΞΥΠΝΗΣΕ ΠΛΟΥΣΙΟΣ !... bbox=[61, 540, 309, 618]
salazar-heading: ΤΟΚΕΤΟΣ ΕΝΤΟΣ ΞΕΝΗΣ ΠΡΕΣΒΕΙΑΣ bbox=[1178, 249, 1576, 274]
novel-paragraph: —Λυπούμαι κύριε, απήντησε ό γκαρσόνι, αλλά έχουμε αυστηρές εντολές. bbox=[190, 1037, 350, 1076]
radiation-paragraph: ΛΟΝΔΙΝΟΝ. — Τήν είς 'Ουασιγκτον, Μ. Βρεττανίας εξέδωσεν ανακοίνωση, τοῦ ότι έξ κουτιά μέ ραδιενεργό ύλη τά οποία μεταφέρθηκαν, έχάθησαν κατά τήν διάρκειαν μιάς μεταφοράς. Διά τοῦτο, διά τής ραδιοφωνίας καί τής τηλεοράσεως εζήτησαν από τούς κατοίκους νά μήν πλησιάζουν τό υλικόν. bbox=[1382, 654, 1580, 788]
social-item: — 'Επανήλθεν χθές έξ Αθηνών ό βουλευτής κ. 'Αθαν. Ρεντόπουλος, λαβών μέρος είς τάς εκδηλώσεις τού Ελληνο-Αραβικού Συνδέσμου. bbox=[366, 82, 554, 135]
theatre-entry: ΑΛ ΓΚΑΙΤΕ — Τηλ. 71225 (2 έργα) TARAS BULBA (Γιούλ Μπρύννερ, Τόνυ Κέρτις) καί THE VALLIANT (Τζών Μίλς). bbox=[20, 153, 170, 202]
column-rule bbox=[357, 42, 358, 2192]
market-subheading: ΣΥΝΑΛΛΑΚΤΙΚΗ ΚΙΝΗΣΙΣ 8 — 9 Μαΐου 1963 bbox=[576, 915, 853, 930]
stock-value: 64 bbox=[1144, 993, 1156, 1005]
yesterday-label: Κάρνακ bbox=[871, 1149, 909, 1161]
radiation-names: Α. Υιλλέρ, Μ. Λιέσσος, Α. Τοπόλες, Μ. Καλογιάννης, Ε. Σταύρακος, Ν. Μανουσάκης, Κ. Ζανέτης, Α. Σταμάτης, Α. Νικολάου, Α. Παπαμιχάλης, Π. Σκάλωσης, Α. Ξυπνητός, Μ. Μάτσαρης, Κ. Κουντουράκη, Ι. Αλαμάνος, Β. Βαρεσσάς, Β. Μαύρος, Κ. Μακριδάκης καί Α. Μιχελάκης. bbox=[1174, 792, 1580, 841]
olivier-kicker: ΚΑΤΑ ΤΟ «ΤΑ Γ.Μ. ΑΝΤ ΤΑ ΙΝΤ» bbox=[1174, 42, 1580, 59]
bank-stocks-table bbox=[869, 933, 1158, 1017]
column-commentary: ΚΡΙΣΕΙΣ ΚΑΙ ΣΧΟΛΙΑ Η ΑΡΑΒΙΚΗ ΙΔΕΟΛΟΓΙΑ 'Ο 'Αραβικός κόσμος παρακολουθεί μέ συγκίνησιν τά διαδραματιζόμενα είς Συρίαν. 'Η καρδία τού κάθε 'Αραβος πάλλει μέ τόν παλμόν τής αδελφικής αλληλεγγύης, διότι καί ή Συρία είναι μέλος τής Μεγάλης Παναραβικής Οικογενείας. Διότι καί ή Συρία είναι ένας στρατιώτης τής ιδέας τής 'Αραβικής 'Ενότητος. 'Εκεί, δι' όλον τόν 'Αραβικόν κόσμον, όλοι τόν φίλον τών 'Αράβων, είναι νά παρέλθη ή τρικυμία καί νά έλθη πάλι ή γαλήνη, διά νά δοθή ώραιοτέρα απάντησις είς όλους εκείνους οί οποίοι εύχονται νά διασπασθή ή 'Αραβική 'Ενότης. 'Αλλά δέν πρόκειται νά διασπασθή ή 'Ενότης αυτή διότι έχει καλυφθή μέ τό ιερόν πάθος τής ιδεολογίας τής 'Αδελφότητος. Αί αιτίαι τάς οποίας διαχύνει ή διαστροφή είναι στιγμιαία καί έχουν ειδικόν προσανατολισμόν. 'Η μεγάλη εξάρτησις διά τήν στερέωσιν τής Οικογένειας τού 'Αραβικού λαού, ή αμοιβαία εμπιστοσύνη μεταξύ τών λαών, είναι η 'Αραβική Ιδεολογία, είναι ή ιδεολογία ή οποία θά ζήση, θά θριαμβεύση καί θά καρποφορήση. ❁ ❁ ❁ Ο ΤΥΠΟΣ ΚΑΙ Η ΑΛΗΘΕΙΑ 'Επανερχόμεθα καί σήμερον είς τήν ανάγκην ειλικρινείας πρός τήν Παροικίαν. Θά πρέπη ή Κοινότης νά παύση νά είναι «δάλινος πύργος» καί νά γνωρίζη ό κάθε Πάροικος τά ζητήματα τά οποία απασχολούν τό σύνολον. 'Αλλά διά νά γίνη τούτο θά πρέπη νά θεσπισθή ό Τύπος ώς απάντως ΣΤΕΝΟΣ συνεργάτης τών αρχών αί οποίαι εκπροσωπούν τόν 'Ελληνισμόν. 'Η σημασία τής αληθείας είς τήν μετάδοσιν τών ειδήσεων έχει τεράστιαν σημασίαν. 'Ο περίφημος Σόλων διεκήρυξε κάποτε ότι ή αλήθεια είναι ή αρχή τής αρετής. Καί ό Πυθαγόρας «'Εν τής αληθείας ή σωτηρία». Τό θάρρος αποτελεί τήν βάσιν τής αληθείας. 'Ο Ρωμαίν Ρολάν ανέφερε τήν «'Αλήθεια» ώς τόν ακρογωνιαίον λίθον τής ελευθερίας. Δέν υπάρχει τίποτε ιερώτερον διά τόν άνθρωπον από τήν «'Αλήθεια», δέν υπάρχει κρηπίς ισχυροτέρα από αυτήν. 'Ολα αυτά αποδεικνύουν ότι ό Τύπος είναι τό μέσον διά τήν μεταφορά τής αληθείας. Ως εκ τούτου πρέπει νά είναι ελεύθερος διά νά εκπληρώνη τήν αποστολήν του μέ τήν ΠΟΛΛΗΝ έντασιν καί τόν σεβασμόν πρός τήν Παροικίαν. ΕΚΔΡΟΜΑΙ ΕΙΣ ΤΑ ΕΙΣ ΑΛΛΟΔΑΠΑΣ ΤΑΞΕΙΔΙΑ ΚΑΙ ΤΗΝ ΔΙΑΚΟΝΗΝ Τό σχέδιον τών συνδυασμένων εισιτηρίων ταξειδίων θά εκτελεσθή από τήν Εταιρείαν. 'Επαφαί διεξάγονται καί αυτάς μεταξύ τού 'Οργανισμού Τουρισμού καί τού Οργανισμού τών Σιδηροδρόμων καί των ξενοδοχείων 'Αλεξανδρείας πρός τήν μελέτην τού σχεδίου. 'Η έκπτωσις θά ανέρχεται είς 40% τής τιμής τών εισιτηρίων. ΠΡΟΣΦΟΡΑΙ — 'Ανώνυμος προσέφερε Γ. Δ. 1000 είς τό Ταμείον τής Κοινότητος. — Ή Οικογένεια 'Ηλία Κάρη προσέφερε Γ. Δ. 100 είς τό Αγαθοεργόν Ίδρυμα «'Ελπίς» είς μνήμην 'Αντωνίου Σβώλου. — 'Η κ. Καλλιόπη Γεωργίου Κουρήτη προσέφερε διά τό Ορφανοτροφείον Αγίου Γεωργίου Γ. Δ. 100. — 'Ο κ. Π. Στεφανίδης προσέφερε Γ. Δ. 200 διά τό Νοσοκομείον τής Κοινότητος. — Οί κ.κ. Γεώργιος, Νικόλαος καί Δημήτριος Κορμάδης προσέφερον Γ. Δ. 150 διά τόν Ελληνικόν Ερυθρόν Σταυρόν. Η ΘΕΑΤΡΙΚΗ ΠΑΡΑΣΤΑΣΙΣ ΤΩΝ ΤΕΛΕΙΟΦΟΙΤΩΝ ΤΗΣ ΣΑΛΒΑΓΕΙΟΥ ΕΜΠ. ΣΧΟΛΗΣ Μεγάλην επιτυχίαν σημείωσε ή θεατρική παράστασις τών τελειοφοίτων τής Σαλβαγείου Εμπορικής Σχολής, είς τήν αίθουσαν τού Θεάτρου τής Κοινότητος, όπου παρουσιάσθη τό έργον «Τό Φιλότιμο». Οί μαθηταί καί αί μαθήτριαι έδωσαν άριστην απόδοσιν καί κατεχειροκροτήθησαν υπό τού πολυπληθούς ακροατηρίου. Τό σχέδιον τών συνδυασμένων εισιτηρίων ταξειδίων θά εκτελεσθή από τήν Εταιρείαν. 'Επαφαί διεξάγονται καί αυτάς μεταξύ τού 'Οργανισμού Τουρισμού καί τού Οργανισμού τών Σιδηροδρόμων καί των ξενοδοχείων 'Αλεξανδρείας πρός τήν μελέτην τού σχεδίου. 'Η έκπτωσις θά ανέρχεται είς 40% τής τιμής τών εισιτηρίων. Η ΕΒΔΟΜΑΔΙΑΙΑ ΑΝΑΣΚΟΠΗΣΙΣ ΤΗΣ ΑΓΟΡΑΣ ΑΞΙΩΝ ΣΥΝΑΛΛΑΚΤΙΚΗ ΚΙΝΗΣΙΣ 8 — 9 Μαΐου 1963 Περιορισμένοι είς μόνον έναν κύκλον συναλλαγών, καθώς καί είς τήν ομάδα των κρατικών αξιών, ή αγορά δέν εσημείωσε σημαντικάς μεταβολάς κατά τήν διάρκειαν τής εβδομάδος. Αί τιμαί τών κυβερνητικών δανείων παρέμειναν σταθεραί ενώ αί μετοχαί τών εταιρειών παρουσίασαν μικράν άνοδον. Γενικώς ή αγορά υπήρξε ήρεμος. ΚΡΑΤΙΚΑ ΔΑΝΕΙΑ Εθνικόν Δάνειον 3 1/2% 1971/73 9130 Παραγωγικόν 3 1/2% 1971/73 9130 ΤΡΑΠΕΖΙΚΑΙ ΑΞΙΑΙ ΚΑΙ ΟΜΟΛΟΓΑ Αρτεσιζμός — Εθνική Τράπεζα Λαχειοφόρα 1951 718 Συνεταιρισμού 1951 712 ΕΜΠΟΡΙΚΑΙ ΑΞΙΑΙ Μπάνκ Μισρ 56 Σουέζ 64 Κυπριακαί 53 Η ΧΘΕΣΙΝΗ ΚΙΝΗΣΙΣ Κλείσιμον 9/10/1963 Εθνικόν Δάνειον 3 1/2% 9130 Παραγωγικόν 3 1/2% 9120 Αμερικανικόν 3 1/2% 9150 Λαχειοφόρον 1951 718 Μπάνκ Μισρ 56 Σουέζ 64 Κυπριακαί 53 Σάλας 76 Κάρνακ 64 Η ΤΙΜΗ ΤΗΣ ΛΙΡΑΣ ΛΟΝΔΙΝΟΝ, 8 Μαΐου Αγγλικός λίρα 292,50 Ιταλικός λίρα 276 ΖΥΡΙΧΗ, 7 Μαΐου 1963 — Ή Αιγυπτιακή λίρα 'Ελβετικά φράγκα 6,45 bbox=[570, 42, 1158, 2192]
ad-address: 2, οδός ΣΙΝΑΝ ΠΑΣΑ — Τηλ. 27613 καί 25225 bbox=[1239, 1186, 1515, 1201]
ad-brand: THE EAGLE STAR bbox=[1246, 903, 1508, 991]
issue-date: Παρασκευή 10 Μαΐου 1963 bbox=[1371, 13, 1580, 31]
pound-box bbox=[869, 1167, 1158, 1198]
radio-item: 11.30 Ιδέαι τραγουδιού bbox=[190, 444, 310, 456]
radiation-body bbox=[1174, 543, 1580, 792]
market-loans-heading: ΚΡΑΤΙΚΑ ΔΑΝΕΙΑ bbox=[660, 1031, 769, 1046]
theatre-entry: ΠΛΑΖΑ — Τηλ. 20822 ESCAPE FROM ZAHRAIN. (Γιούλ Μπρύννερ) καί COPPER CANYON (Ρέη Μίλλαντ, Χέντυ Λαμάρ). bbox=[20, 302, 178, 363]
page-number: Σελίς 2α bbox=[20, 13, 94, 31]
novel-paragraph: Ο γκαρσονάκης, πού άκουσε τή συζήτηση αυτή, χαμογέλασε ειρωνικά. bbox=[20, 983, 180, 1023]
olivier-text: ΛΟΝΔΙΝΟΝ, 9 ΜΕΝ — 'Ο ηθοποιός Σέρ Λώρενς 'Ολιβιέ, θλίβεται χαρακτηριστικώς από ψυχικά προβλήματα. 'Υπάρχει μιά εξήγησις διά τοῦτο: Ό ηθοποιός έχει φθάσει είς τήν ηλικίαν τών εξήντα ετών καί έχει αποκτήσει ένα τρίτο τέκνον από τήν σύζυγόν του. Τό ζεύγος διαμένει είς τό Μπράιτον όπου ή ατμόσφαιρα είναι ήρεμη. Ό Σέρ Λώρενς όμως διέψευσε κάθε σχετικήν πληροφορίαν λέγων: «Αισθάνομαι καλύτερα παρά ποτέ». bbox=[1174, 137, 1580, 217]
radio-program bbox=[20, 395, 350, 507]
radio-second-program: Β'ον ΠΡΟΓΡΑΜΜΑ bbox=[190, 395, 297, 407]
yesterday-value: 9130 bbox=[1133, 1053, 1156, 1065]
ad-agency: ΕΛΛΗΝΙΚΟΝ ΠΡΑΚΤΟΡΕΙΟΝ ΜΕΤΑΦΟΡΩΝ bbox=[1265, 892, 1489, 906]
ad-brand-2: THE EAGLE STAR bbox=[1216, 1128, 1538, 1167]
court-box bbox=[366, 671, 554, 747]
classifieds-heading: ΜΙΚΡΑΙ ΑΓΓΕΛΙΑΙ bbox=[380, 1725, 540, 1746]
radio-item: 11.40 Ελαφρά τραγούδια bbox=[20, 481, 148, 493]
novel-paragraph: Τό λόγια του τής φαίνονταν απίστευτα. Τά χρήματα είχαν πάντοτε πεντήκοντα τόν ορίζοντα. bbox=[190, 1196, 350, 1249]
novel-paragraph: —Φαίνεται, ότι αυτός ό λογαριασμός είσηκε τά χρήματα. Ποτέ μου δέν τά πλήρωσα στό εξής. Σάς παρακαλώ τόρα φά μοῦ πείτε σέ ποιόν πρέπει νά τά ζητήσω. Δέν θά ήθελα νά πηγαίνω σέ έναν άγνωστο. bbox=[20, 757, 180, 863]
